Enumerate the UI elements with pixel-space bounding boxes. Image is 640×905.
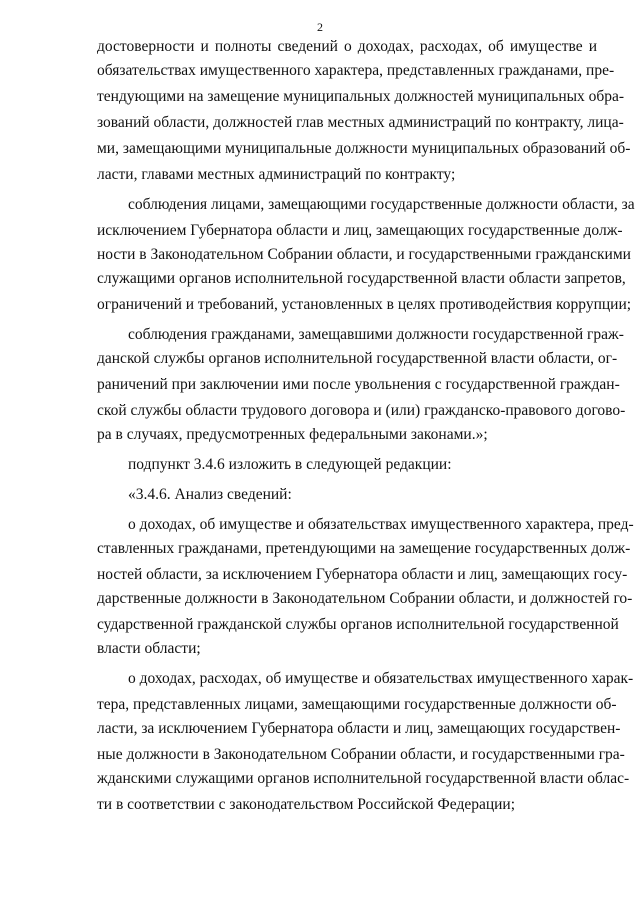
text-line: ставленных гражданами, претендующими на замещение государственных долж- (97, 540, 631, 557)
page-number: 2 (317, 20, 323, 34)
text-line: тендующими на замещение муниципальных должностей муниципальных обра- (97, 88, 625, 105)
text-line: ности в Законодательном Собрании области, и государственными гражданскими (97, 246, 631, 263)
text-line: ской службы области трудового договора и (или) гражданско-правового догово- (97, 402, 626, 419)
text-line: власти области; (97, 640, 201, 657)
text-line: данской службы органов исполнительной государственной власти области, ог- (97, 350, 618, 367)
text-line: подпункт 3.4.6 изложить в следующей редакции: (128, 456, 452, 473)
text-line: ласти, главами местных администраций по контракту; (97, 166, 456, 183)
text-line: дарственные должности в Законодательном Собрании области, и должностей го- (97, 590, 633, 607)
text-line: зований области, должностей глав местных администраций по контракту, лица- (97, 114, 624, 131)
text-line: о доходах, об имуществе и обязательствах имущественного характера, пред- (128, 516, 634, 533)
text-line: сударственной гражданской службы органов исполнительной государственной (97, 616, 619, 633)
text-line: ограничений и требований, установленных в целях противодействия коррупции; (97, 296, 632, 313)
text-line: о доходах, расходах, об имуществе и обязательствах имущественного харак- (128, 670, 634, 687)
text-line: ностей области, за исключением Губернатора области и лиц, замещающих госу- (97, 566, 628, 583)
text-line: ра в случаях, предусмотренных федеральными законами.»; (97, 426, 488, 443)
text-line: «3.4.6. Анализ сведений: (128, 486, 292, 503)
text-line: соблюдения лицами, замещающими государственные должности области, за (128, 196, 635, 213)
text-line: ми, замещающими муниципальные должности муниципальных образований об- (97, 140, 631, 157)
text-line: обязательствах имущественного характера, представленных гражданами, пре- (97, 62, 615, 79)
text-line: ласти, за исключением Губернатора области и лиц, замещающих государствен- (97, 720, 621, 737)
text-line: исключением Губернатора области и лиц, замещающих государственные долж- (97, 222, 623, 239)
text-line: раничений при заключении ими после увольнения с государственной граждан- (97, 376, 620, 393)
text-line: тера, представленных лицами, замещающими государственные должности об- (97, 696, 617, 713)
text-line: ные должности в Законодательном Собрании области, и государственными гра- (97, 746, 625, 763)
text-line: достоверности и полноты сведений о доходах, расходах, об имуществе и (97, 38, 597, 55)
text-line: жданскими служащими органов исполнительной государственной власти облас- (97, 770, 630, 787)
text-line: ти в соответствии с законодательством Российской Федерации; (97, 796, 516, 813)
text-line: служащими органов исполнительной государственной власти области запретов, (97, 270, 626, 287)
text-line: соблюдения гражданами, замещавшими должности государственной граж- (128, 326, 624, 343)
